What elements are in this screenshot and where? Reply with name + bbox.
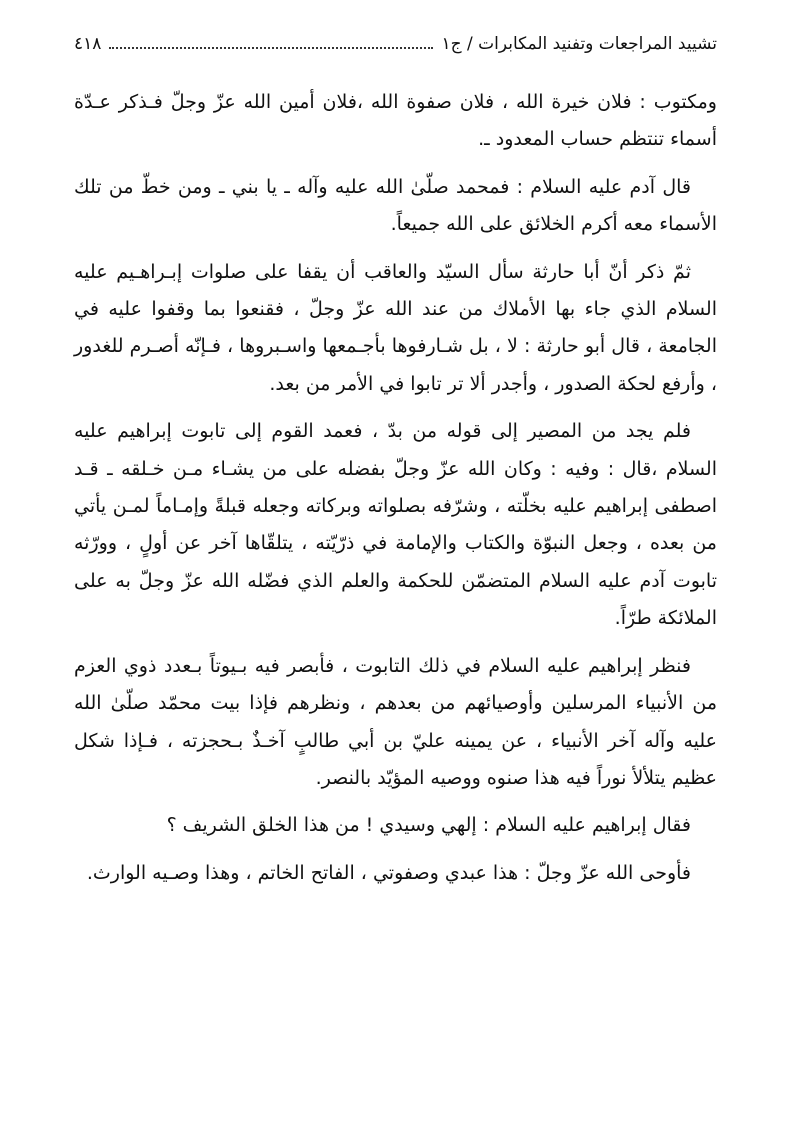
running-title: تشييد المراجعات وتفنيد المكابرات / ج١	[441, 34, 717, 54]
paragraph: فنظر إبراهيم عليه السلام في ذلك التابوت ، فأبصر فيه بـيوتاً بـعدد ذوي العزم من الأنبياء المرسلين وأوصيائهم من بعدهم ، ونظرهم فإذا بيت محمّد صلّىٰ الله عليه وآله آخر الأنبياء ، عن يمينه عليّ بن أبي طالبٍ آخـذٌ بـحجزته ، فـإذا شكل عظيم يتلألأ نوراً فيه هذا صنوه ووصيه المؤيّد بالنصر.	[74, 654, 717, 789]
body-text	[74, 84, 717, 902]
header-leader-dots	[109, 47, 433, 49]
paragraph: فقال إبراهيم عليه السلام : إلهي وسيدي ! من هذا الخلق الشريف ؟	[166, 814, 691, 837]
running-header	[74, 30, 717, 58]
paragraph: ومكتوب : فلان خيرة الله ، فلان صفوة الله ،فلان أمين الله عزّ وجلّ فـذكر عـدّة أسماء تنتظم حساب المعدود ـ.	[74, 91, 717, 151]
paragraph: فلم يجد من المصير إلى قوله من بدّ ، فعمد القوم إلى تابوت إبراهيم عليه السلام ،قال : وفيه : وكان الله عزّ وجلّ بفضله على من يشـاء مـن خـلقه ـ قـد اصطفى إبراهيم عليه بخلّته ، وشرّفه بصلواته وبركاته وجعله قبلةً وإمـاماً لمـن يأتي من بعده ، وجعل النبوّة والكتاب والإمامة في ذرّيّته ، يتلقّاها آخر عن أولٍ ، وورّثه تابوت آدم عليه السلام المتضمّن للحكمة والعلم الذي فضّله الله عزّ وجلّ به على الملائكة طرّاً.	[74, 420, 717, 630]
paragraph: قال آدم عليه السلام : فمحمد صلّىٰ الله عليه وآله ـ يا بني ـ ومن خطّ من تلك الأسماء معه أكرم الخلائق على الله جميعاً.	[74, 175, 717, 236]
paragraph: ثمّ ذكر أنّ أبا حارثة سأل السيّد والعاقب أن يقفا على صلوات إبـراهـيم عليه السلام الذي جاء بها الأملاك من عند الله عزّ وجلّ ، فقنعوا بما وقفوا عليه في الجامعة ، قال أبو حارثة : لا ، بل شـارفوها بأجـمعها واسـبروها ، فـإنّه أصـرم للغدور ، وأرفع لحكة الصدور ، وأجدر ألا تر تابوا في الأمر من بعد.	[74, 260, 717, 395]
page-number: ٤١٨	[74, 34, 102, 54]
paragraph: فأوحى الله عزّ وجلّ : هذا عبدي وصفوتي ، الفاتح الخاتم ، وهذا وصـيه الوارث.	[86, 861, 691, 884]
